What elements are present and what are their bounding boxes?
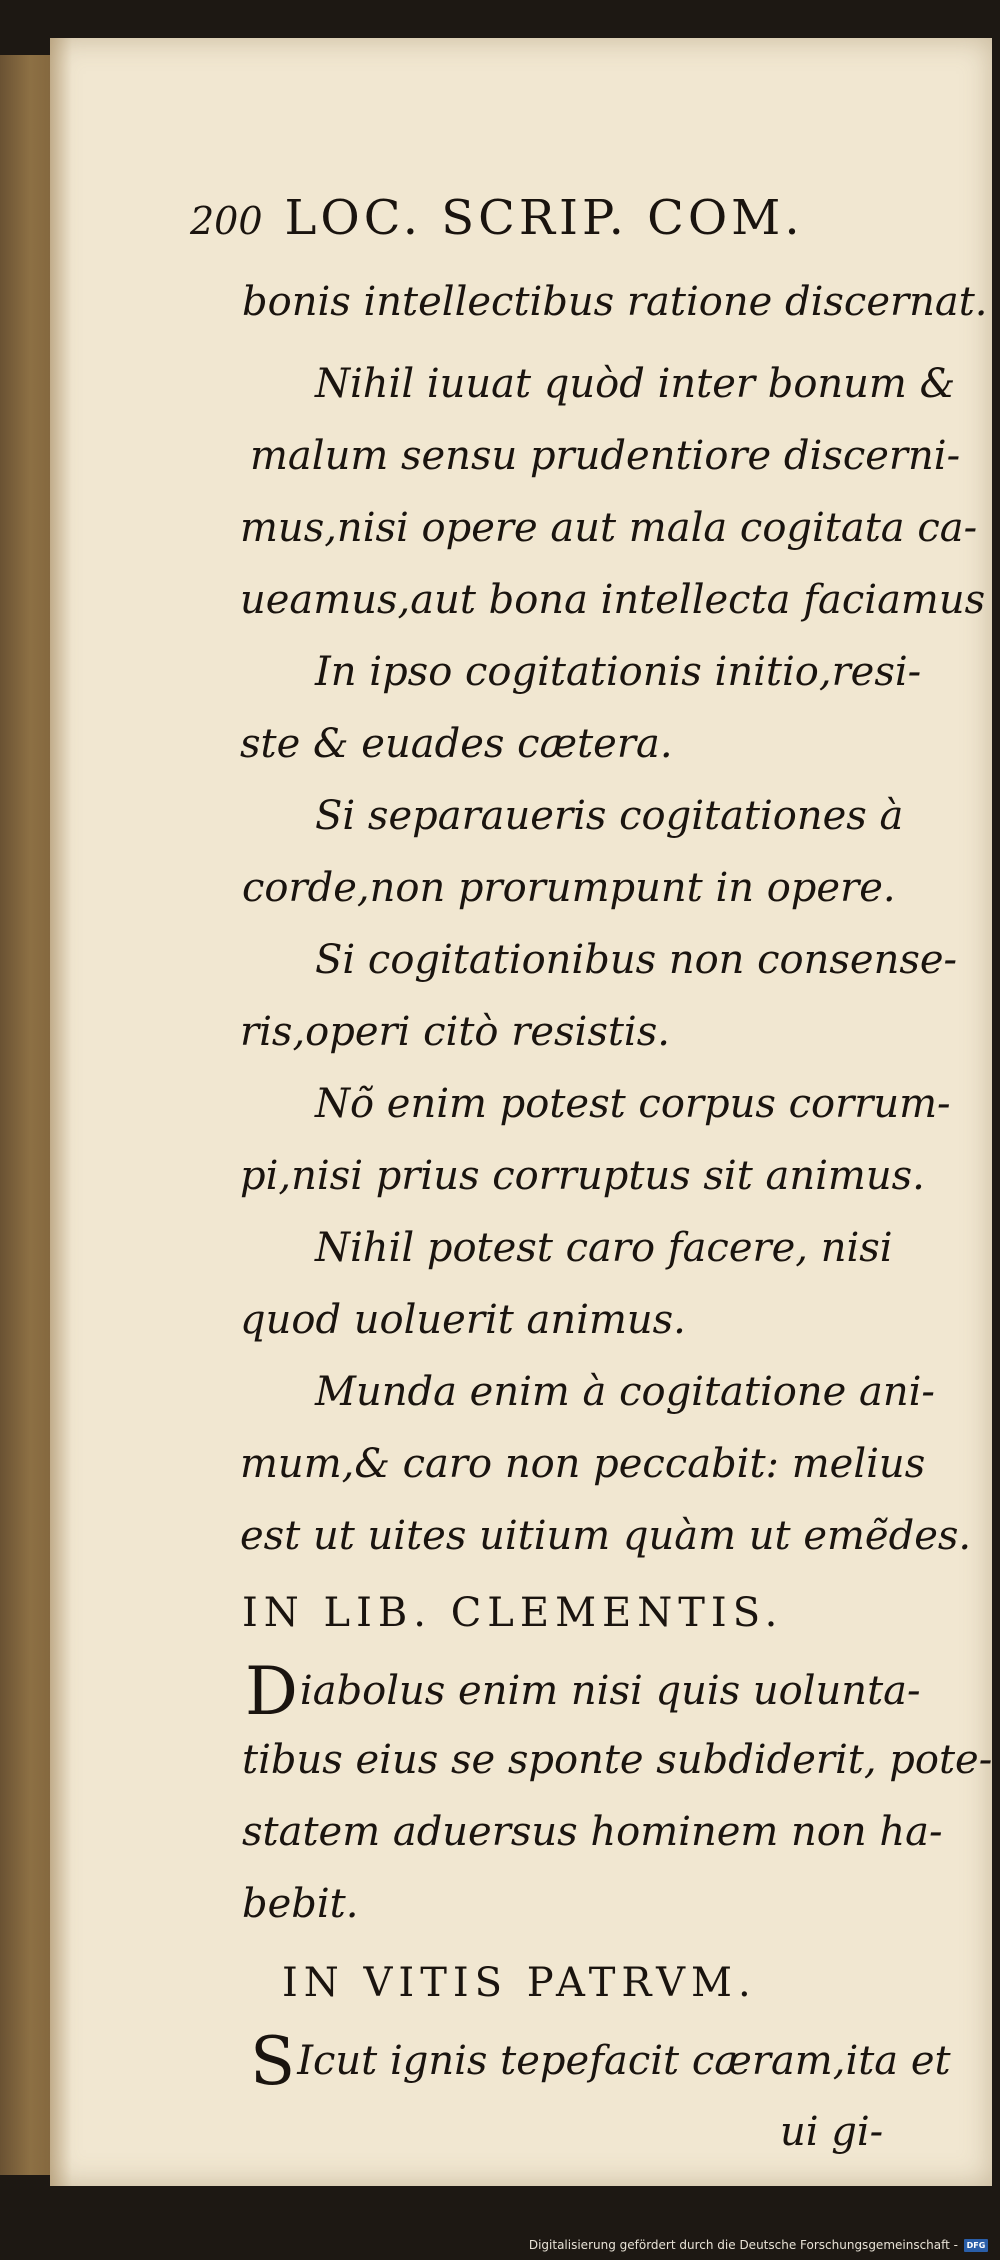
drop-cap: D <box>245 1653 298 1730</box>
text-line: statem aduersus hominem non ha- <box>242 1809 943 1855</box>
text-line: malum sensu prudentiore discerni- <box>250 433 961 479</box>
text-line: mus,nisi opere aut mala cogitata ca- <box>240 505 978 551</box>
running-head <box>190 190 804 246</box>
text-line: Nõ enim potest corpus corrum- <box>315 1081 951 1127</box>
text-line: bonis intellectibus ratione discernat. <box>242 279 988 325</box>
text-line: ste & euades cætera. <box>240 721 673 767</box>
text-line: ris,operi citò resistis. <box>240 1009 670 1055</box>
dfg-logo-icon: DFG <box>964 2239 988 2252</box>
text-line-dropcap <box>250 2023 951 2100</box>
text-line: Nihil potest caro facere, nisi <box>315 1225 893 1271</box>
text-line: Si separaueris cogitationes à <box>315 793 904 839</box>
text-line-rest: iabolus enim nisi quis uolunta- <box>299 1668 921 1714</box>
text-line: pi,nisi prius corruptus sit animus. <box>240 1153 925 1199</box>
page-gutter-shadow <box>50 38 72 2186</box>
text-line: corde,non prorumpunt in opere. <box>242 865 896 911</box>
catchword: ui gi- <box>780 2109 884 2155</box>
text-line: tibus eius se sponte subdiderit, pote- <box>242 1737 993 1783</box>
text-line: Nihil iuuat quòd inter bonum & <box>315 361 956 407</box>
digitization-footer <box>529 2238 988 2252</box>
text-line: Si cogitationibus non consense- <box>315 937 958 983</box>
text-line: quod uoluerit animus. <box>240 1297 686 1343</box>
footer-text: Digitalisierung gefördert durch die Deutsche Forschungsgemeinschaft - <box>528 2238 958 2252</box>
text-line: ueamus,aut bona intellecta faciamus <box>240 577 986 623</box>
text-line: est ut uites uitium quàm ut emẽdes. <box>240 1513 972 1559</box>
text-line-rest: Icut ignis tepefacit cæram,ita et <box>297 2038 951 2084</box>
text-line: bebit. <box>242 1881 359 1927</box>
running-head-title: LOC. SCRIP. COM. <box>284 190 804 246</box>
text-line: mum,& caro non peccabit: melius <box>240 1441 926 1487</box>
section-heading-patrum: IN VITIS PATRVM. <box>282 1960 757 2006</box>
text-line: In ipso cogitationis initio,resi- <box>315 649 922 695</box>
page-number: 200 <box>190 199 263 243</box>
section-heading-clement: IN LIB. CLEMENTIS. <box>242 1590 784 1636</box>
text-line: Munda enim à cogitatione ani- <box>315 1369 935 1415</box>
text-line-dropcap <box>245 1653 921 1730</box>
drop-cap: S <box>250 2023 296 2100</box>
